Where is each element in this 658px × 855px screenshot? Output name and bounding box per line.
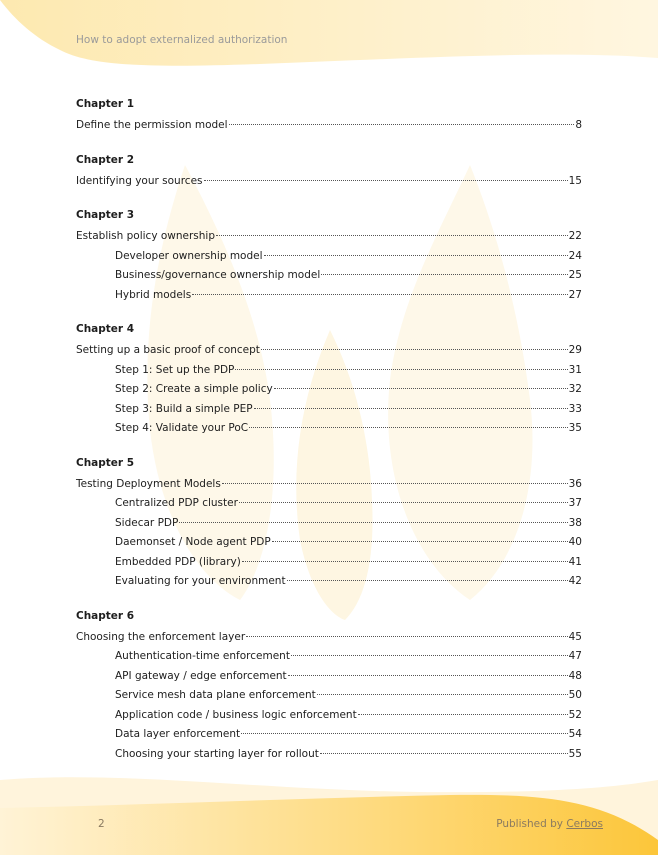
chapter-title: Chapter 4 [76, 323, 135, 335]
toc-subentry[interactable] [76, 247, 582, 267]
toc-subentry[interactable] [76, 419, 582, 439]
toc-page-number: 29 [568, 344, 582, 356]
table-of-contents [76, 96, 582, 780]
toc-subentry[interactable] [76, 686, 582, 706]
toc-entry[interactable] [76, 116, 582, 136]
toc-page-number: 38 [568, 516, 582, 529]
toc-entry-text: Evaluating for your environment [115, 575, 286, 587]
publisher-link[interactable]: Cerbos [566, 818, 603, 830]
toc-page-number: 25 [568, 269, 582, 281]
toc-page-number: 33 [568, 402, 582, 415]
dot-leader [204, 180, 568, 181]
toc-entry-text: Step 2: Create a simple policy [115, 383, 273, 395]
toc-entry-text: Testing Deployment Models [76, 477, 221, 490]
dot-leader [264, 255, 568, 256]
toc-page-number: 15 [568, 174, 582, 187]
toc-entry[interactable] [76, 341, 582, 361]
dot-leader [239, 502, 568, 503]
toc-page-number: 22 [568, 230, 582, 242]
toc-entry-text: Define the permission model [76, 119, 228, 131]
toc-entry-text: Embedded PDP (library) [115, 555, 241, 568]
dot-leader [317, 694, 568, 695]
dot-leader [291, 655, 568, 656]
toc-page-number: 45 [568, 630, 582, 643]
toc-page-number: 37 [568, 497, 582, 509]
toc-entry-text: API gateway / edge enforcement [115, 669, 287, 682]
dot-leader [235, 369, 567, 370]
toc-subentry[interactable] [76, 647, 582, 667]
toc-entry-text: Authentication-time enforcement [115, 650, 290, 662]
dot-leader [216, 235, 568, 236]
chapter-section [76, 455, 582, 592]
toc-entry-text: Establish policy ownership [76, 230, 216, 242]
toc-subentry[interactable] [76, 745, 582, 765]
chapter-title: Chapter 3 [76, 209, 135, 221]
toc-subentry[interactable] [76, 514, 582, 534]
dot-leader [249, 427, 568, 428]
dot-leader [358, 714, 568, 715]
toc-entry[interactable] [76, 475, 582, 495]
toc-page-number: 27 [568, 288, 582, 301]
toc-page-number: 31 [568, 363, 582, 376]
dot-leader [254, 408, 568, 409]
chapter-title: Chapter 2 [76, 153, 135, 166]
dot-leader [272, 541, 568, 542]
toc-entry-text: Business/governance ownership model [115, 269, 321, 281]
chapter-title: Chapter 5 [76, 456, 135, 469]
dot-leader [261, 349, 568, 350]
toc-page-number: 55 [568, 747, 582, 760]
published-by-label: Published by [496, 818, 567, 830]
chapter-section [76, 608, 582, 765]
toc-subentry[interactable] [76, 667, 582, 687]
toc-entry-text: Identifying your sources [76, 174, 203, 187]
toc-entry-text: Step 3: Build a simple PEP [115, 402, 253, 415]
toc-entry-text: Application code / business logic enforcement [115, 708, 357, 721]
dot-leader [321, 274, 567, 275]
dot-leader [274, 388, 568, 389]
dot-leader [179, 522, 567, 523]
chapter-section [76, 152, 582, 192]
dot-leader [288, 675, 568, 676]
dot-leader [229, 124, 575, 125]
toc-entry-text: Step 1: Set up the PDP [115, 363, 235, 376]
toc-page-number: 48 [568, 669, 582, 682]
toc-entry[interactable] [76, 628, 582, 648]
toc-entry-text: Setting up a basic proof of concept [76, 344, 260, 356]
chapter-section [76, 96, 582, 136]
toc-subentry[interactable] [76, 380, 582, 400]
toc-page-number: 36 [568, 477, 582, 490]
dot-leader [192, 294, 567, 295]
toc-subentry[interactable] [76, 400, 582, 420]
toc-entry[interactable] [76, 227, 582, 247]
chapter-title: Chapter 6 [76, 609, 135, 622]
toc-subentry[interactable] [76, 725, 582, 745]
toc-entry-text: Daemonset / Node agent PDP [115, 536, 271, 548]
toc-page-number: 40 [568, 536, 582, 548]
toc-entry-text: Data layer enforcement [115, 728, 241, 740]
toc-page-number: 54 [568, 728, 582, 740]
toc-page-number: 50 [568, 689, 582, 701]
dot-leader [222, 483, 568, 484]
toc-page-number: 24 [568, 249, 582, 262]
toc-entry[interactable] [76, 172, 582, 192]
toc-subentry[interactable] [76, 266, 582, 286]
dot-leader [246, 636, 567, 637]
toc-page-number: 52 [568, 708, 582, 721]
toc-page-number: 32 [568, 383, 582, 395]
toc-entry-text: Centralized PDP cluster [115, 497, 238, 509]
toc-subentry[interactable] [76, 361, 582, 381]
toc-subentry[interactable] [76, 706, 582, 726]
toc-subentry[interactable] [76, 533, 582, 553]
toc-page-number: 8 [575, 119, 582, 131]
toc-entry-text: Sidecar PDP [115, 516, 179, 529]
toc-subentry[interactable] [76, 286, 582, 306]
toc-page-number: 35 [568, 422, 582, 434]
toc-entry-text: Choosing the enforcement layer [76, 630, 246, 643]
toc-subentry[interactable] [76, 553, 582, 573]
toc-subentry[interactable] [76, 572, 582, 592]
toc-entry-text: Hybrid models [115, 288, 192, 301]
page-number: 2 [98, 818, 105, 830]
dot-leader [287, 580, 568, 581]
toc-page-number: 41 [568, 555, 582, 568]
toc-entry-text: Developer ownership model [115, 249, 263, 262]
chapter-section [76, 321, 582, 439]
toc-subentry[interactable] [76, 494, 582, 514]
toc-entry-text: Service mesh data plane enforcement [115, 689, 316, 701]
dot-leader [320, 753, 568, 754]
published-by [496, 818, 603, 830]
chapter-section [76, 207, 582, 305]
toc-entry-text: Choosing your starting layer for rollout [115, 747, 319, 760]
dot-leader [242, 561, 568, 562]
top-wave-shape [0, 0, 658, 66]
toc-page-number: 42 [568, 575, 582, 587]
toc-page-number: 47 [568, 650, 582, 662]
dot-leader [241, 733, 568, 734]
document-title: How to adopt externalized authorization [76, 34, 288, 46]
chapter-title: Chapter 1 [76, 98, 135, 110]
toc-entry-text: Step 4: Validate your PoC [115, 422, 249, 434]
